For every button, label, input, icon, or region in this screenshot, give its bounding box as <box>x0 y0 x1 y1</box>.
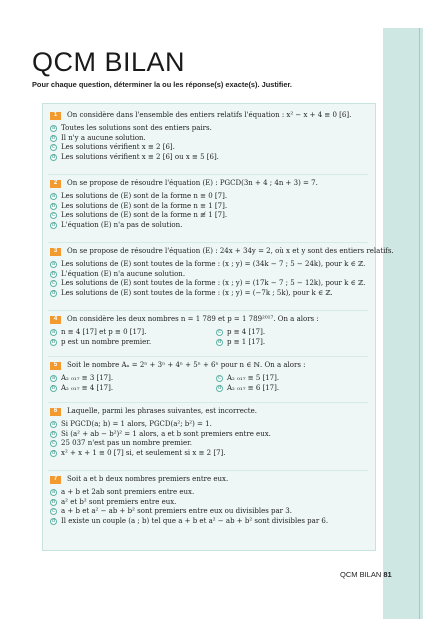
option-text: L'équation (E) n'a aucune solution. <box>61 269 186 278</box>
option-a[interactable] <box>50 420 271 430</box>
question-number: 7 <box>50 476 61 484</box>
question-text: On se propose de résoudre l'équation (E) : 24x + 34y = 2, où x et y sont des entiers relatifs. <box>67 247 394 256</box>
option-d[interactable] <box>50 449 271 459</box>
option-letter: b <box>51 134 56 141</box>
option-letter: b <box>51 202 56 209</box>
option-d[interactable] <box>50 221 318 231</box>
option-b[interactable] <box>50 270 394 280</box>
option-d[interactable] <box>216 338 356 348</box>
option-letter: b <box>51 270 56 277</box>
option-text: p ≡ 1 [17]. <box>227 337 266 346</box>
question-number: 1 <box>50 112 61 120</box>
option-text: Il n'y a aucune solution. <box>61 133 146 142</box>
question-7 <box>50 474 328 526</box>
option-text: A₂ ₀₁₇ ≡ 4 [17]. <box>61 383 114 392</box>
option-letter: a <box>51 489 56 496</box>
option-text: Toutes les solutions sont des entiers pairs. <box>61 124 212 133</box>
option-d[interactable] <box>50 289 394 299</box>
instructions: Pour chaque question, déterminer la ou les réponse(s) exacte(s). Justifier. <box>32 80 292 89</box>
option-d[interactable] <box>50 153 351 163</box>
option-text: a + b et a² − ab + b² sont premiers entre eux ou divisibles par 3. <box>61 507 292 516</box>
option-letter: a <box>51 193 56 200</box>
question-number: 4 <box>50 316 61 324</box>
option-text: A₂ ₀₁₇ ≡ 3 [17]. <box>61 374 114 383</box>
option-letter: c <box>216 375 223 382</box>
option-text: Les solutions de (E) sont de la forme n ≡ 1 [7]. <box>61 201 228 210</box>
option-text: A₂ ₀₁₇ ≡ 6 [17]. <box>227 383 280 392</box>
question-text: On considère les deux nombres n = 1 789 et p = 1 789²⁰¹⁷. On a alors : <box>67 315 319 324</box>
option-letter: b <box>51 384 56 391</box>
option-a[interactable] <box>50 488 328 498</box>
option-letter: c <box>50 440 57 447</box>
option-b[interactable] <box>50 338 216 348</box>
page-title: QCM BILAN <box>32 47 186 77</box>
question-text: Soit a et b deux nombres premiers entre eux. <box>67 475 229 484</box>
option-letter: d <box>51 289 56 296</box>
option-text: A₂ ₀₁₇ ≡ 5 [17]. <box>227 374 280 383</box>
option-letter: c <box>50 144 57 151</box>
option-a[interactable] <box>50 260 394 270</box>
option-text: a² et b² sont premiers entre eux. <box>61 497 177 506</box>
option-text: Si (a² + ab − b²)² = 1 alors, a et b sont premiers entre eux. <box>61 429 271 438</box>
option-c[interactable] <box>50 143 351 153</box>
option-b[interactable] <box>50 202 318 212</box>
option-text: p est un nombre premier. <box>61 337 152 346</box>
option-letter: a <box>51 375 56 382</box>
option-c[interactable] <box>50 507 328 517</box>
option-text: Les solutions de (E) sont toutes de la forme : (x ; y) = (17k − 7 ; 5 − 12k), pour k ∈ ℤ. <box>61 279 366 288</box>
question-text: Laquelle, parmi les phrases suivantes, est incorrecte. <box>67 407 257 416</box>
option-text: a + b et 2ab sont premiers entre eux. <box>61 488 195 497</box>
option-b[interactable] <box>50 430 271 440</box>
option-c[interactable] <box>50 279 394 289</box>
option-a[interactable] <box>50 328 216 338</box>
option-text: Les solutions vérifient x ≡ 2 [6] ou x ≡ 5 [6]. <box>61 152 219 161</box>
option-letter: d <box>217 384 222 391</box>
question-number: 5 <box>50 362 61 370</box>
option-text: Les solutions de (E) sont de la forme n ≡ 0 [7]. <box>61 192 228 201</box>
option-text: 25 037 n'est pas un nombre premier. <box>61 439 192 448</box>
option-b[interactable] <box>50 498 328 508</box>
option-text: Il existe un couple (a ; b) tel que a + b et a² − ab + b² sont divisibles par 6. <box>61 516 329 525</box>
question-text: On se propose de résoudre l'équation (E) : PGCD(3n + 4 ; 4n + 3) = 7. <box>67 179 318 188</box>
option-letter: d <box>217 338 222 345</box>
option-letter: d <box>51 517 56 524</box>
option-letter: d <box>51 449 56 456</box>
question-5 <box>50 360 356 393</box>
option-letter: a <box>51 329 56 336</box>
option-c[interactable] <box>216 374 356 384</box>
option-c[interactable] <box>216 328 356 338</box>
option-d[interactable] <box>216 384 356 394</box>
divider <box>48 174 368 175</box>
option-text: x² + x + 1 ≡ 0 [7] si, et seulement si x ≡ 2 [7]. <box>61 448 226 457</box>
divider <box>48 356 368 357</box>
option-c[interactable] <box>50 211 318 221</box>
question-3 <box>50 246 394 298</box>
option-a[interactable] <box>50 124 351 134</box>
option-letter: c <box>216 329 223 336</box>
question-6 <box>50 406 271 458</box>
question-number: 2 <box>50 180 61 188</box>
question-number: 6 <box>50 408 61 416</box>
option-letter: d <box>51 221 56 228</box>
option-letter: b <box>51 498 56 505</box>
divider <box>48 242 368 243</box>
footer-label: QCM BILAN <box>340 570 382 579</box>
side-color-band <box>383 28 423 619</box>
option-a[interactable] <box>50 374 216 384</box>
option-letter: b <box>51 338 56 345</box>
option-text: L'équation (E) n'a pas de solution. <box>61 220 183 229</box>
option-letter: c <box>50 212 57 219</box>
page-number: 81 <box>383 570 392 579</box>
option-letter: a <box>51 125 56 132</box>
side-band-edge <box>419 28 420 619</box>
option-text: p ≡ 4 [17]. <box>227 328 266 337</box>
divider <box>48 310 368 311</box>
divider <box>48 402 368 403</box>
option-letter: a <box>51 421 56 428</box>
option-c[interactable] <box>50 439 271 449</box>
option-text: Les solutions de (E) sont de la forme n ≢ 1 [7]. <box>61 211 228 220</box>
question-text: Soit le nombre Aₙ = 2ⁿ + 3ⁿ + 4ⁿ + 5ⁿ + 6ⁿ pour n ∈ ℕ. On a alors : <box>67 361 306 370</box>
option-letter: c <box>50 280 57 287</box>
page-footer <box>340 570 392 579</box>
question-2 <box>50 178 318 230</box>
option-letter: c <box>50 508 57 515</box>
option-b[interactable] <box>50 384 216 394</box>
question-4 <box>50 314 356 347</box>
question-number: 3 <box>50 248 61 256</box>
option-b[interactable] <box>50 134 351 144</box>
option-text: Les solutions de (E) sont toutes de la forme : (x ; y) = (34k − 7 ; 5 − 24k), pour k ∈ ℤ. <box>61 260 366 269</box>
divider <box>48 470 368 471</box>
question-text: On considère dans l'ensemble des entiers relatifs l'équation : x² − x + 4 ≡ 0 [6]. <box>67 111 352 120</box>
option-text: Si PGCD(a; b) = 1 alors, PGCD(a²; b²) = 1. <box>61 420 212 429</box>
option-d[interactable] <box>50 517 328 527</box>
option-letter: a <box>51 261 56 268</box>
question-1 <box>50 110 351 162</box>
option-text: Les solutions de (E) sont toutes de la forme : (x ; y) = (−7k ; 5k), pour k ∈ ℤ. <box>61 288 333 297</box>
option-letter: b <box>51 430 56 437</box>
option-letter: d <box>51 153 56 160</box>
option-text: n ≡ 4 [17] et p ≡ 0 [17]. <box>61 328 147 337</box>
option-a[interactable] <box>50 192 318 202</box>
option-text: Les solutions vérifient x ≡ 2 [6]. <box>61 143 175 152</box>
